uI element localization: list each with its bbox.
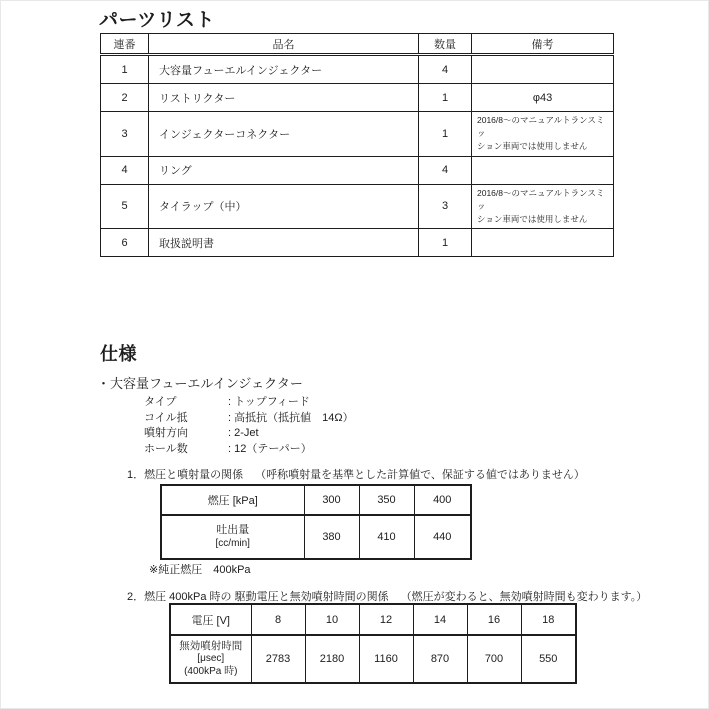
spec-row-hole-count [144, 442, 354, 458]
voltage-value: 10 [305, 604, 359, 635]
part-remark [472, 156, 614, 184]
injection-time-value: 2783 [251, 635, 305, 683]
part-quantity: 1 [419, 84, 472, 112]
flow-row2-label [161, 515, 304, 559]
flow-row1-label: 燃圧 [kPa] [161, 485, 304, 515]
voltage-value: 8 [251, 604, 305, 635]
flow-rate-value: 380 [304, 515, 359, 559]
flow-table [160, 484, 472, 560]
header-serial: 連番 [101, 34, 149, 55]
part-name: タイラップ（中） [149, 184, 419, 229]
remark-line: 2016/8～のマニュアルトランスミッ [477, 115, 605, 139]
header-item-name: 品名 [149, 34, 419, 55]
voltage-value: 18 [521, 604, 576, 635]
voltage-table-container [169, 603, 577, 684]
injection-time-value: 550 [521, 635, 576, 683]
part-quantity: 4 [419, 55, 472, 84]
part-serial: 1 [101, 55, 149, 84]
volt-row2-label [170, 635, 251, 683]
spec-title: 仕様 [100, 344, 137, 364]
parts-list-title: パーツリスト [99, 10, 215, 31]
part-remark [472, 112, 614, 157]
part-name: インジェクターコネクター [149, 112, 419, 157]
part-name: 大容量フューエルインジェクター [149, 55, 419, 84]
volt-row1-label: 電圧 [V] [170, 604, 251, 635]
spec-value: : トップフィード [228, 396, 310, 408]
parts-table-container [100, 33, 614, 257]
header-quantity: 数量 [419, 34, 472, 55]
part-remark [472, 229, 614, 257]
remark-line: 2016/8～のマニュアルトランスミッ [477, 187, 605, 211]
volt-row2-label-line3: (400kPa 時) [184, 665, 238, 677]
flow-table-container [160, 484, 472, 560]
part-name: 取扱説明書 [149, 229, 419, 257]
table-row [101, 55, 614, 84]
remark-line: ション車両では使用しません [477, 213, 588, 224]
spec-subtitle: ・大容量フューエルインジェクター [97, 376, 303, 391]
part-quantity: 1 [419, 112, 472, 157]
remark-line: ション車両では使用しません [477, 141, 588, 152]
part-serial: 4 [101, 156, 149, 184]
part-name: リストリクター [149, 84, 419, 112]
section1-heading-text: 1．燃圧と噴射量の関係 [127, 469, 244, 481]
part-serial: 3 [101, 112, 149, 157]
spec-row-spray-direction [144, 426, 354, 442]
flow-pressure-value: 300 [304, 485, 359, 515]
table-row [101, 84, 614, 112]
part-quantity: 4 [419, 156, 472, 184]
injection-time-value: 870 [413, 635, 467, 683]
spec-value: : 2-Jet [228, 427, 259, 440]
table-row [101, 112, 614, 157]
injection-time-value: 700 [467, 635, 521, 683]
spec-value: : 高抵抗（抵抗値 14Ω） [228, 411, 354, 424]
voltage-value: 16 [467, 604, 521, 635]
section1-heading-note: （呼称噴射量を基準とした計算値で、保証する値ではありません） [255, 469, 585, 481]
part-name: リング [149, 156, 419, 184]
table-row [161, 515, 471, 559]
injection-time-value: 2180 [305, 635, 359, 683]
table-row [101, 184, 614, 229]
table-row [161, 485, 471, 515]
volt-row2-label-line1: 無効噴射時間 [179, 639, 243, 652]
section2-heading [127, 588, 647, 604]
part-serial: 5 [101, 184, 149, 229]
section2-heading-text: 2．燃圧 400kPa 時の 駆動電圧と無効噴射時間の関係 [127, 591, 389, 603]
spec-label: ホール数 [144, 442, 188, 455]
voltage-table [169, 603, 577, 684]
section1-heading [127, 466, 585, 482]
part-remark: φ43 [472, 84, 614, 112]
table-row [170, 635, 576, 683]
spec-row-type [144, 395, 354, 411]
voltage-value: 14 [413, 604, 467, 635]
header-remarks: 備考 [472, 34, 614, 55]
flow-rate-value: 440 [414, 515, 471, 559]
voltage-value: 12 [359, 604, 413, 635]
spec-label: コイル抵 [144, 411, 188, 424]
volt-row2-label-line2: [μsec] [197, 653, 225, 665]
part-quantity: 3 [419, 184, 472, 229]
part-remark [472, 55, 614, 84]
spec-label: タイプ [144, 396, 177, 408]
parts-table [100, 33, 614, 257]
spec-value: : 12（テーパー） [228, 442, 312, 455]
flow-row2-label-line1: 吐出量 [216, 523, 250, 536]
flow-row2-label-line2: [cc/min] [215, 537, 250, 549]
table-row [101, 156, 614, 184]
table-row [101, 229, 614, 257]
part-quantity: 1 [419, 229, 472, 257]
part-remark [472, 184, 614, 229]
spec-row-coil [144, 411, 354, 427]
part-serial: 6 [101, 229, 149, 257]
spec-list [144, 395, 354, 457]
part-serial: 2 [101, 84, 149, 112]
flow-rate-value: 410 [359, 515, 414, 559]
injection-time-value: 1160 [359, 635, 413, 683]
flow-pressure-value: 350 [359, 485, 414, 515]
parts-header-row [101, 34, 614, 55]
spec-label: 噴射方向 [144, 427, 188, 440]
table-row [170, 604, 576, 635]
flow-pressure-value: 400 [414, 485, 471, 515]
stock-pressure-footnote: ※純正燃圧 400kPa [149, 564, 251, 576]
section2-heading-note: （燃圧が変わると、無効噴射時間も変わります。） [400, 591, 648, 603]
